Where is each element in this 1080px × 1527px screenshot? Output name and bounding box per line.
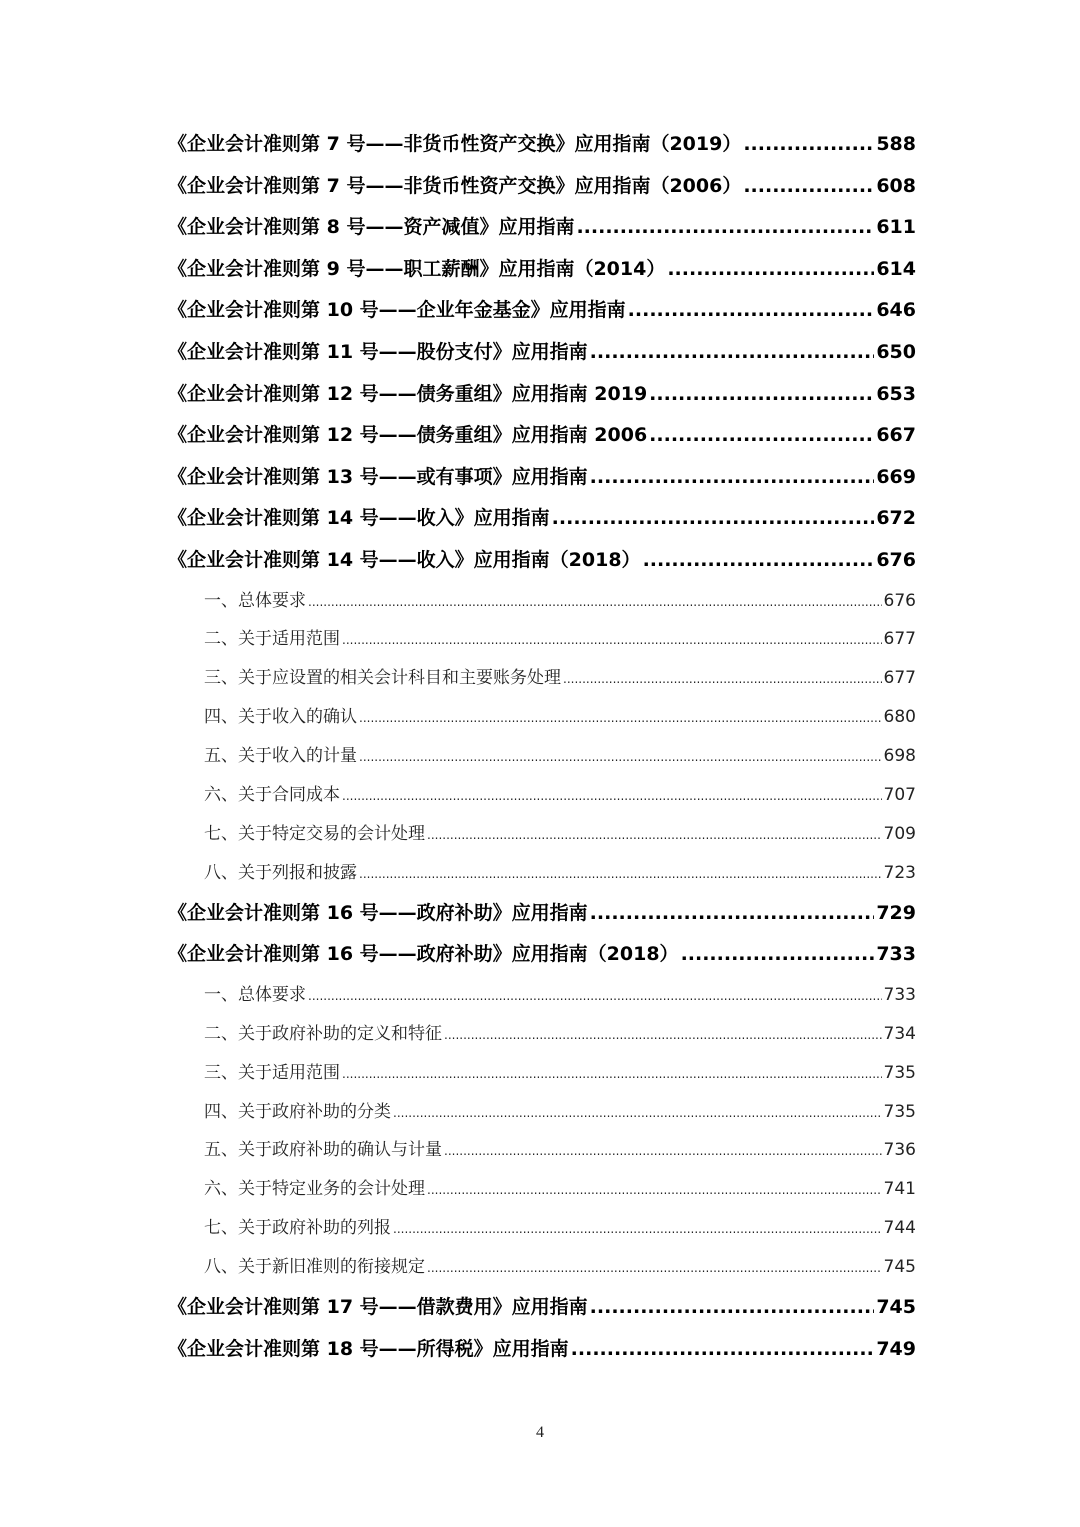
toc-dot-leader xyxy=(308,976,882,1015)
toc-subentry-title: 一、总体要求 xyxy=(204,590,306,611)
toc-subentry-title: 六、关于特定业务的会计处理 xyxy=(204,1179,425,1200)
toc-entry-title: 《企业会计准则第 12 号——债务重组》应用指南 2006 xyxy=(168,424,648,447)
toc-entry[interactable] xyxy=(168,498,916,540)
toc-entry-page: 745 xyxy=(876,1295,916,1318)
toc-entry[interactable] xyxy=(168,1287,916,1329)
toc-dot-leader xyxy=(444,1131,882,1170)
toc-entry-page: 729 xyxy=(876,901,916,924)
toc-subentry-page: 707 xyxy=(883,784,916,805)
toc-dot-leader xyxy=(393,1093,882,1132)
toc-entry-title: 《企业会计准则第 11 号——股份支付》应用指南 xyxy=(168,340,588,363)
toc-subentry-title: 七、关于政府补助的列报 xyxy=(204,1218,391,1239)
toc-entry-page: 608 xyxy=(876,174,916,197)
toc-dot-leader xyxy=(667,249,874,291)
toc-subentry-title: 七、关于特定交易的会计处理 xyxy=(204,823,425,844)
toc-subentry[interactable] xyxy=(168,620,916,659)
toc-entry-page: 749 xyxy=(876,1337,916,1360)
toc-entry-page: 676 xyxy=(876,548,916,571)
toc-subentry-title: 四、关于收入的确认 xyxy=(204,707,357,728)
toc-entry-page: 611 xyxy=(876,216,916,239)
toc-entry[interactable] xyxy=(168,207,916,249)
toc-subentry-page: 723 xyxy=(883,862,916,883)
toc-subentry-title: 三、关于适用范围 xyxy=(204,1062,340,1083)
toc-dot-leader xyxy=(590,332,875,374)
toc-dot-leader xyxy=(628,290,875,332)
toc-dot-leader xyxy=(359,737,882,776)
toc-entry[interactable] xyxy=(168,457,916,499)
toc-subentry-page: 736 xyxy=(883,1140,916,1161)
toc-entry-page: 646 xyxy=(876,299,916,322)
toc-subentry-page: 676 xyxy=(883,590,916,611)
toc-entry[interactable] xyxy=(168,249,916,291)
toc-entry-page: 650 xyxy=(876,340,916,363)
toc-entry[interactable] xyxy=(168,893,916,935)
toc-subentry-page: 735 xyxy=(883,1101,916,1122)
toc-subentry[interactable] xyxy=(168,815,916,854)
toc-subentry[interactable] xyxy=(168,1015,916,1054)
toc-subentry-title: 二、关于政府补助的定义和特征 xyxy=(204,1023,442,1044)
toc-dot-leader xyxy=(681,934,875,976)
toc-subentry-page: 744 xyxy=(883,1218,916,1239)
page-number: 4 xyxy=(536,1424,544,1441)
toc-dot-leader xyxy=(342,776,882,815)
toc-dot-leader xyxy=(427,1170,882,1209)
toc-subentry-page: 698 xyxy=(883,746,916,767)
toc-subentry[interactable] xyxy=(168,698,916,737)
toc-entry-page: 733 xyxy=(876,943,916,966)
toc-entry[interactable] xyxy=(168,415,916,457)
toc-entry-page: 672 xyxy=(876,507,916,530)
toc-subentry[interactable] xyxy=(168,659,916,698)
toc-dot-leader xyxy=(342,1054,882,1093)
toc-entry-title: 《企业会计准则第 7 号——非货币性资产交换》应用指南（2019） xyxy=(168,133,742,155)
toc-entry-page: 667 xyxy=(876,424,916,447)
toc-entry-title: 《企业会计准则第 9 号——职工薪酬》应用指南（2014） xyxy=(168,257,666,280)
toc-dot-leader xyxy=(571,1329,875,1371)
toc-subentry[interactable] xyxy=(168,1093,916,1132)
toc-subentry-title: 八、关于新旧准则的衔接规定 xyxy=(204,1257,425,1278)
toc-entry-title: 《企业会计准则第 16 号——政府补助》应用指南 xyxy=(168,901,588,924)
toc-subentry[interactable] xyxy=(168,1248,916,1287)
toc-subentry-title: 六、关于合同成本 xyxy=(204,784,340,805)
toc-dot-leader xyxy=(359,854,882,893)
toc-subentry[interactable] xyxy=(168,1170,916,1209)
toc-dot-leader xyxy=(743,166,874,208)
toc-dot-leader xyxy=(342,620,882,659)
toc-dot-leader xyxy=(427,1248,882,1287)
toc-entry-title: 《企业会计准则第 16 号——政府补助》应用指南（2018） xyxy=(168,943,679,966)
toc-dot-leader xyxy=(590,893,875,935)
toc-subentry[interactable] xyxy=(168,737,916,776)
toc-entry-title: 《企业会计准则第 14 号——收入》应用指南（2018） xyxy=(168,548,641,571)
toc-subentry[interactable] xyxy=(168,976,916,1015)
toc-subentry-page: 733 xyxy=(883,984,916,1005)
toc-dot-leader xyxy=(427,815,882,854)
toc-entry[interactable] xyxy=(168,540,916,582)
toc-subentry-title: 三、关于应设置的相关会计科目和主要账务处理 xyxy=(204,668,561,689)
toc-subentry[interactable] xyxy=(168,776,916,815)
toc-dot-leader xyxy=(590,457,875,499)
toc-entry-title: 《企业会计准则第 8 号——资产减值》应用指南 xyxy=(168,216,575,239)
toc-entry-title: 《企业会计准则第 10 号——企业年金基金》应用指南 xyxy=(168,299,626,322)
toc-subentry-page: 677 xyxy=(883,668,916,689)
toc-subentry-title: 八、关于列报和披露 xyxy=(204,862,357,883)
toc-entry-title: 《企业会计准则第 17 号——借款费用》应用指南 xyxy=(168,1295,588,1318)
toc-subentry-page: 741 xyxy=(883,1179,916,1200)
toc-entry-title: 《企业会计准则第 14 号——收入》应用指南 xyxy=(168,507,550,530)
toc-subentry-page: 745 xyxy=(883,1257,916,1278)
toc-entry[interactable] xyxy=(168,374,916,416)
toc-entry-title: 《企业会计准则第 13 号——或有事项》应用指南 xyxy=(168,465,588,488)
toc-entry[interactable] xyxy=(168,1329,916,1371)
toc-entry-page: 588 xyxy=(876,133,916,155)
toc-subentry[interactable] xyxy=(168,1131,916,1170)
toc-subentry[interactable] xyxy=(168,1209,916,1248)
toc-subentry-page: 709 xyxy=(883,823,916,844)
toc-subentry-page: 735 xyxy=(883,1062,916,1083)
table-of-contents xyxy=(168,124,916,1370)
toc-entry[interactable] xyxy=(168,124,916,166)
toc-entry-page: 669 xyxy=(876,465,916,488)
toc-entry[interactable] xyxy=(168,290,916,332)
toc-entry-title: 《企业会计准则第 7 号——非货币性资产交换》应用指南（2006） xyxy=(168,174,742,197)
toc-dot-leader xyxy=(308,582,882,621)
toc-dot-leader xyxy=(649,415,874,457)
toc-dot-leader xyxy=(563,659,882,698)
toc-dot-leader xyxy=(643,540,875,582)
toc-dot-leader xyxy=(743,124,874,166)
toc-subentry-page: 734 xyxy=(883,1023,916,1044)
toc-dot-leader xyxy=(649,374,874,416)
toc-dot-leader xyxy=(393,1209,882,1248)
toc-subentry-title: 一、总体要求 xyxy=(204,984,306,1005)
toc-subentry[interactable] xyxy=(168,1054,916,1093)
toc-subentry-title: 五、关于收入的计量 xyxy=(204,746,357,767)
toc-entry-page: 653 xyxy=(876,382,916,405)
toc-subentry-page: 677 xyxy=(883,629,916,650)
toc-dot-leader xyxy=(552,498,875,540)
toc-subentry-title: 五、关于政府补助的确认与计量 xyxy=(204,1140,442,1161)
toc-entry-page: 614 xyxy=(876,257,916,280)
toc-dot-leader xyxy=(359,698,882,737)
toc-subentry[interactable] xyxy=(168,582,916,621)
toc-entry-title: 《企业会计准则第 18 号——所得税》应用指南 xyxy=(168,1337,569,1360)
toc-dot-leader xyxy=(576,207,874,249)
toc-entry[interactable] xyxy=(168,166,916,208)
toc-entry-title: 《企业会计准则第 12 号——债务重组》应用指南 2019 xyxy=(168,382,648,405)
toc-entry[interactable] xyxy=(168,934,916,976)
toc-dot-leader xyxy=(590,1287,875,1329)
toc-dot-leader xyxy=(444,1015,882,1054)
toc-subentry[interactable] xyxy=(168,854,916,893)
toc-subentry-title: 二、关于适用范围 xyxy=(204,629,340,650)
toc-entry[interactable] xyxy=(168,332,916,374)
toc-subentry-page: 680 xyxy=(883,707,916,728)
toc-subentry-title: 四、关于政府补助的分类 xyxy=(204,1101,391,1122)
